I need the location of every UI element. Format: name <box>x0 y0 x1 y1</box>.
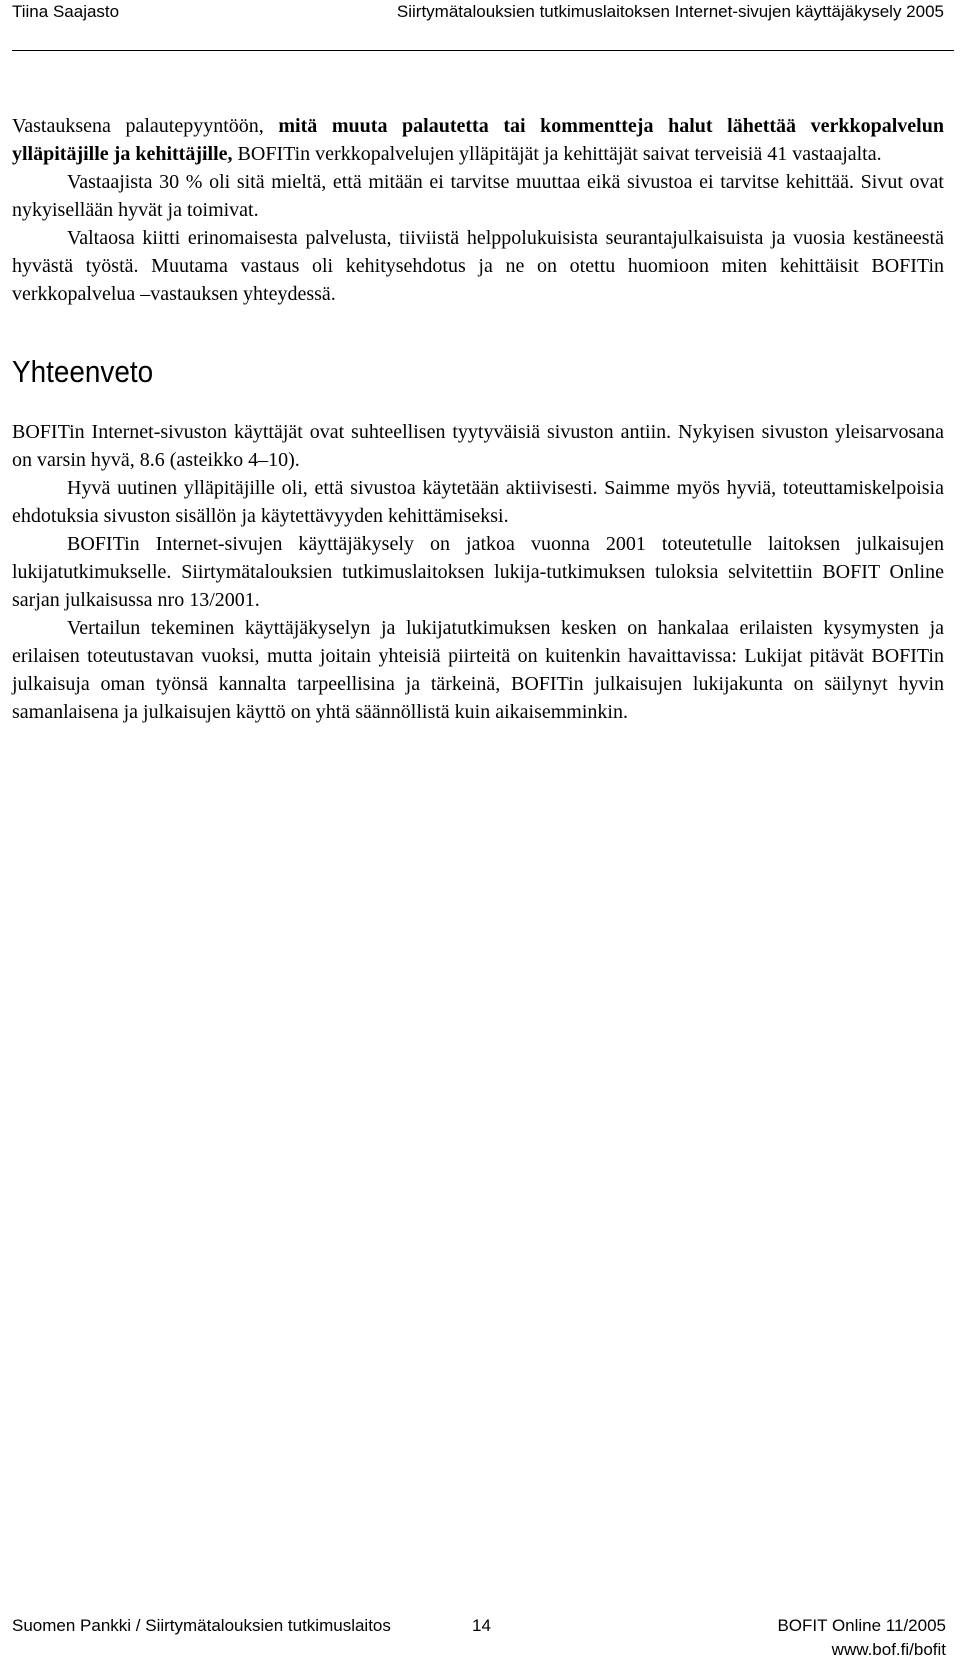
page-header <box>12 0 954 51</box>
page-number: 14 <box>472 1616 491 1635</box>
page-footer <box>12 1614 948 1674</box>
summary-paragraph-2: Hyvä uutinen ylläpitäjille oli, että sivustoa käytetään aktiivisesti. Saimme myös hyviä, toteuttamiskelpoisia ehdotuksia sivuston sisällön ja käytettävyyden kehittämiseksi. <box>12 477 944 527</box>
thanks-paragraph: Valtaosa kiitti erinomaisesta palvelusta, tiiviistä helppolukuisista seurantajulkaisuista ja vuosia kestäneestä hyvästä työstä. Muutama vastaus oli kehitysehdotus ja ne on otettu huomioon miten kehittäisit BOFITin verkkopalvelua –vastauksen yhteydessä. <box>12 227 944 305</box>
footer-institution: Suomen Pankki / Siirtymätalouksien tutkimuslaitos <box>12 1616 391 1635</box>
feedback-paragraph <box>12 112 944 168</box>
feedback-intro-text: Vastauksena palautepyyntöön, <box>12 115 279 137</box>
header-author: Tiina Saajasto <box>12 2 120 21</box>
section-title-summary: Yhteenveto <box>12 354 154 389</box>
feedback-result-text: BOFITin verkkopalvelujen ylläpitäjät ja kehittäjät saivat terveisiä 41 vastaajalta. <box>232 143 882 165</box>
summary-paragraph-1: BOFITin Internet-sivuston käyttäjät ovat suhteellisen tyytyväisiä sivuston antiin. Nykyisen sivuston yleisarvosana on varsin hyvä, 8.6 (asteikko 4–10). <box>12 421 944 471</box>
header-document-title: Siirtymätalouksien tutkimuslaitoksen Internet-sivujen käyttäjäkysely 2005 <box>396 2 944 21</box>
page-body <box>12 112 944 726</box>
footer-series: BOFIT Online 11/2005 <box>777 1616 946 1635</box>
no-changes-paragraph: Vastaajista 30 % oli sitä mieltä, että mitään ei tarvitse muuttaa eikä sivustoa ei tarvitse kehittää. Sivut ovat nykyisellään hyvät ja toimivat. <box>12 171 944 221</box>
feedback-question-bold: mitä muuta palautetta tai kommentteja halut lähettää verkkopalvelun ylläpitäjille ja kehittäjille, <box>12 115 944 165</box>
footer-series-block <box>777 1614 946 1662</box>
summary-paragraph-3: BOFITin Internet-sivujen käyttäjäkysely on jatkoa vuonna 2001 toteutetulle laitoksen julkaisujen lukijatutkimukselle. Siirtymätalouksien tutkimuslaitoksen lukija-tutkimuksen tuloksia selvitettiin BOFIT Online sarjan julkaisussa nro 13/2001. <box>12 533 944 611</box>
summary-paragraph-4: Vertailun tekeminen käyttäjäkyselyn ja lukijatutkimuksen kesken on hankalaa erilaisten kysymysten ja erilaisen toteutustavan vuoksi, mutta joitain yhteisiä piirteitä on kuitenkin havaittavissa: Lukijat pitävät BOFITin julkaisuja oman työnsä kannalta tarpeellisina ja tärkeinä, BOFITin julkaisujen lukijakunta on säilynyt hyvin samanlaisena ja julkaisujen käyttö on yhtä säännöllistä kuin aikaisemminkin. <box>12 617 944 723</box>
footer-url: www.bof.fi/bofit <box>831 1640 946 1659</box>
